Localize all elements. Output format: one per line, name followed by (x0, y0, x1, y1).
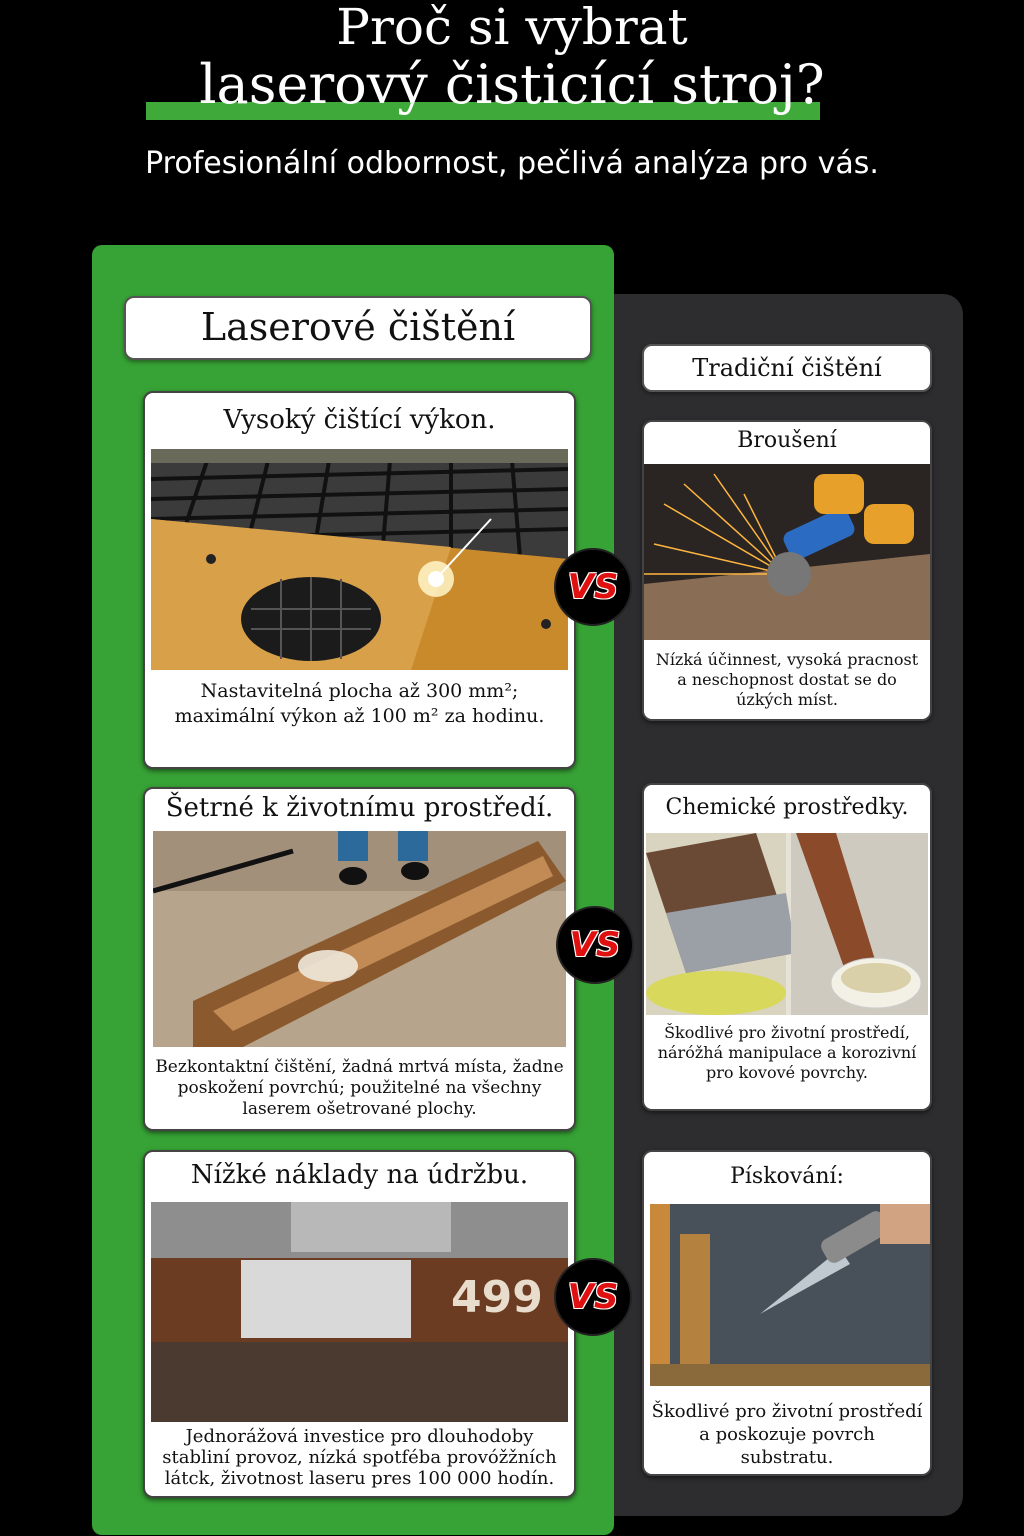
card-description: Bezkontaktní čištění, žadná mrtvá místa, žadne poskožení povrchú; použitelné na všechny laserem ošetrované plochy. (155, 1057, 564, 1119)
traditional-card-grinding (642, 420, 932, 721)
traditional-card-chemicals (642, 783, 932, 1111)
card-description: Škodlivé pro životní prostředí a poskozuje povrch substratu. (651, 1401, 923, 1468)
card-title: Šetrné k životnímu prostředí. (165, 793, 554, 823)
laser-card-cleaning-power (143, 391, 576, 769)
laser-cleaning-heading: Laserové čištění (124, 296, 592, 360)
plate-number: 499 (451, 1272, 543, 1323)
card-description: Jednorážová investice pro dlouhodoby stabliní provoz, nízká spotféba provóžžních látck, životnost laseru pres 100 000 hodín. (162, 1426, 557, 1489)
laser-cleaning-pipe-photo (153, 831, 566, 1047)
chemical-cleaning-photo (646, 833, 928, 1015)
page-title-line2-text: laserový čisticící stroj? (199, 53, 825, 116)
vs-badge: VS (554, 1258, 632, 1336)
card-title: Vysoký čištící výkon. (223, 405, 496, 435)
card-title: Pískování: (730, 1164, 844, 1189)
laser-card-eco-friendly (143, 787, 576, 1131)
page-title-line1: Proč si vybrat (336, 0, 688, 56)
laser-cleaning-plate-photo (151, 449, 568, 670)
card-title: Broušení (737, 428, 837, 453)
card-description: Nízká účinnest, vysoká pracnost a neschopnost dostat se do úzkých míst. (655, 650, 919, 709)
traditional-cleaning-heading: Tradiční čištění (642, 344, 932, 392)
laser-card-low-maintenance (143, 1150, 576, 1498)
page-subtitle: Profesionální odbornost, pečlivá analýza pro vás. (145, 146, 879, 181)
grinding-photo (644, 464, 930, 640)
card-description: Nastavitelná plocha až 300 mm²; maximální výkon až 100 m² za hodinu. (174, 680, 545, 727)
vs-badge: VS (554, 548, 632, 626)
card-title: Nížké náklady na údržbu. (190, 1160, 529, 1190)
traditional-card-sandblasting (642, 1150, 932, 1476)
vs-badge: VS (556, 906, 634, 984)
page-title-line2 (0, 53, 1024, 116)
card-description: Škodlivé pro životní prostředí, náróžhá manipulace a korozivní pro kovové povrchy. (657, 1023, 917, 1082)
sandblasting-photo (650, 1204, 932, 1386)
card-title: Chemické prostředky. (665, 795, 909, 820)
laser-cleaning-beam-photo (151, 1202, 568, 1422)
